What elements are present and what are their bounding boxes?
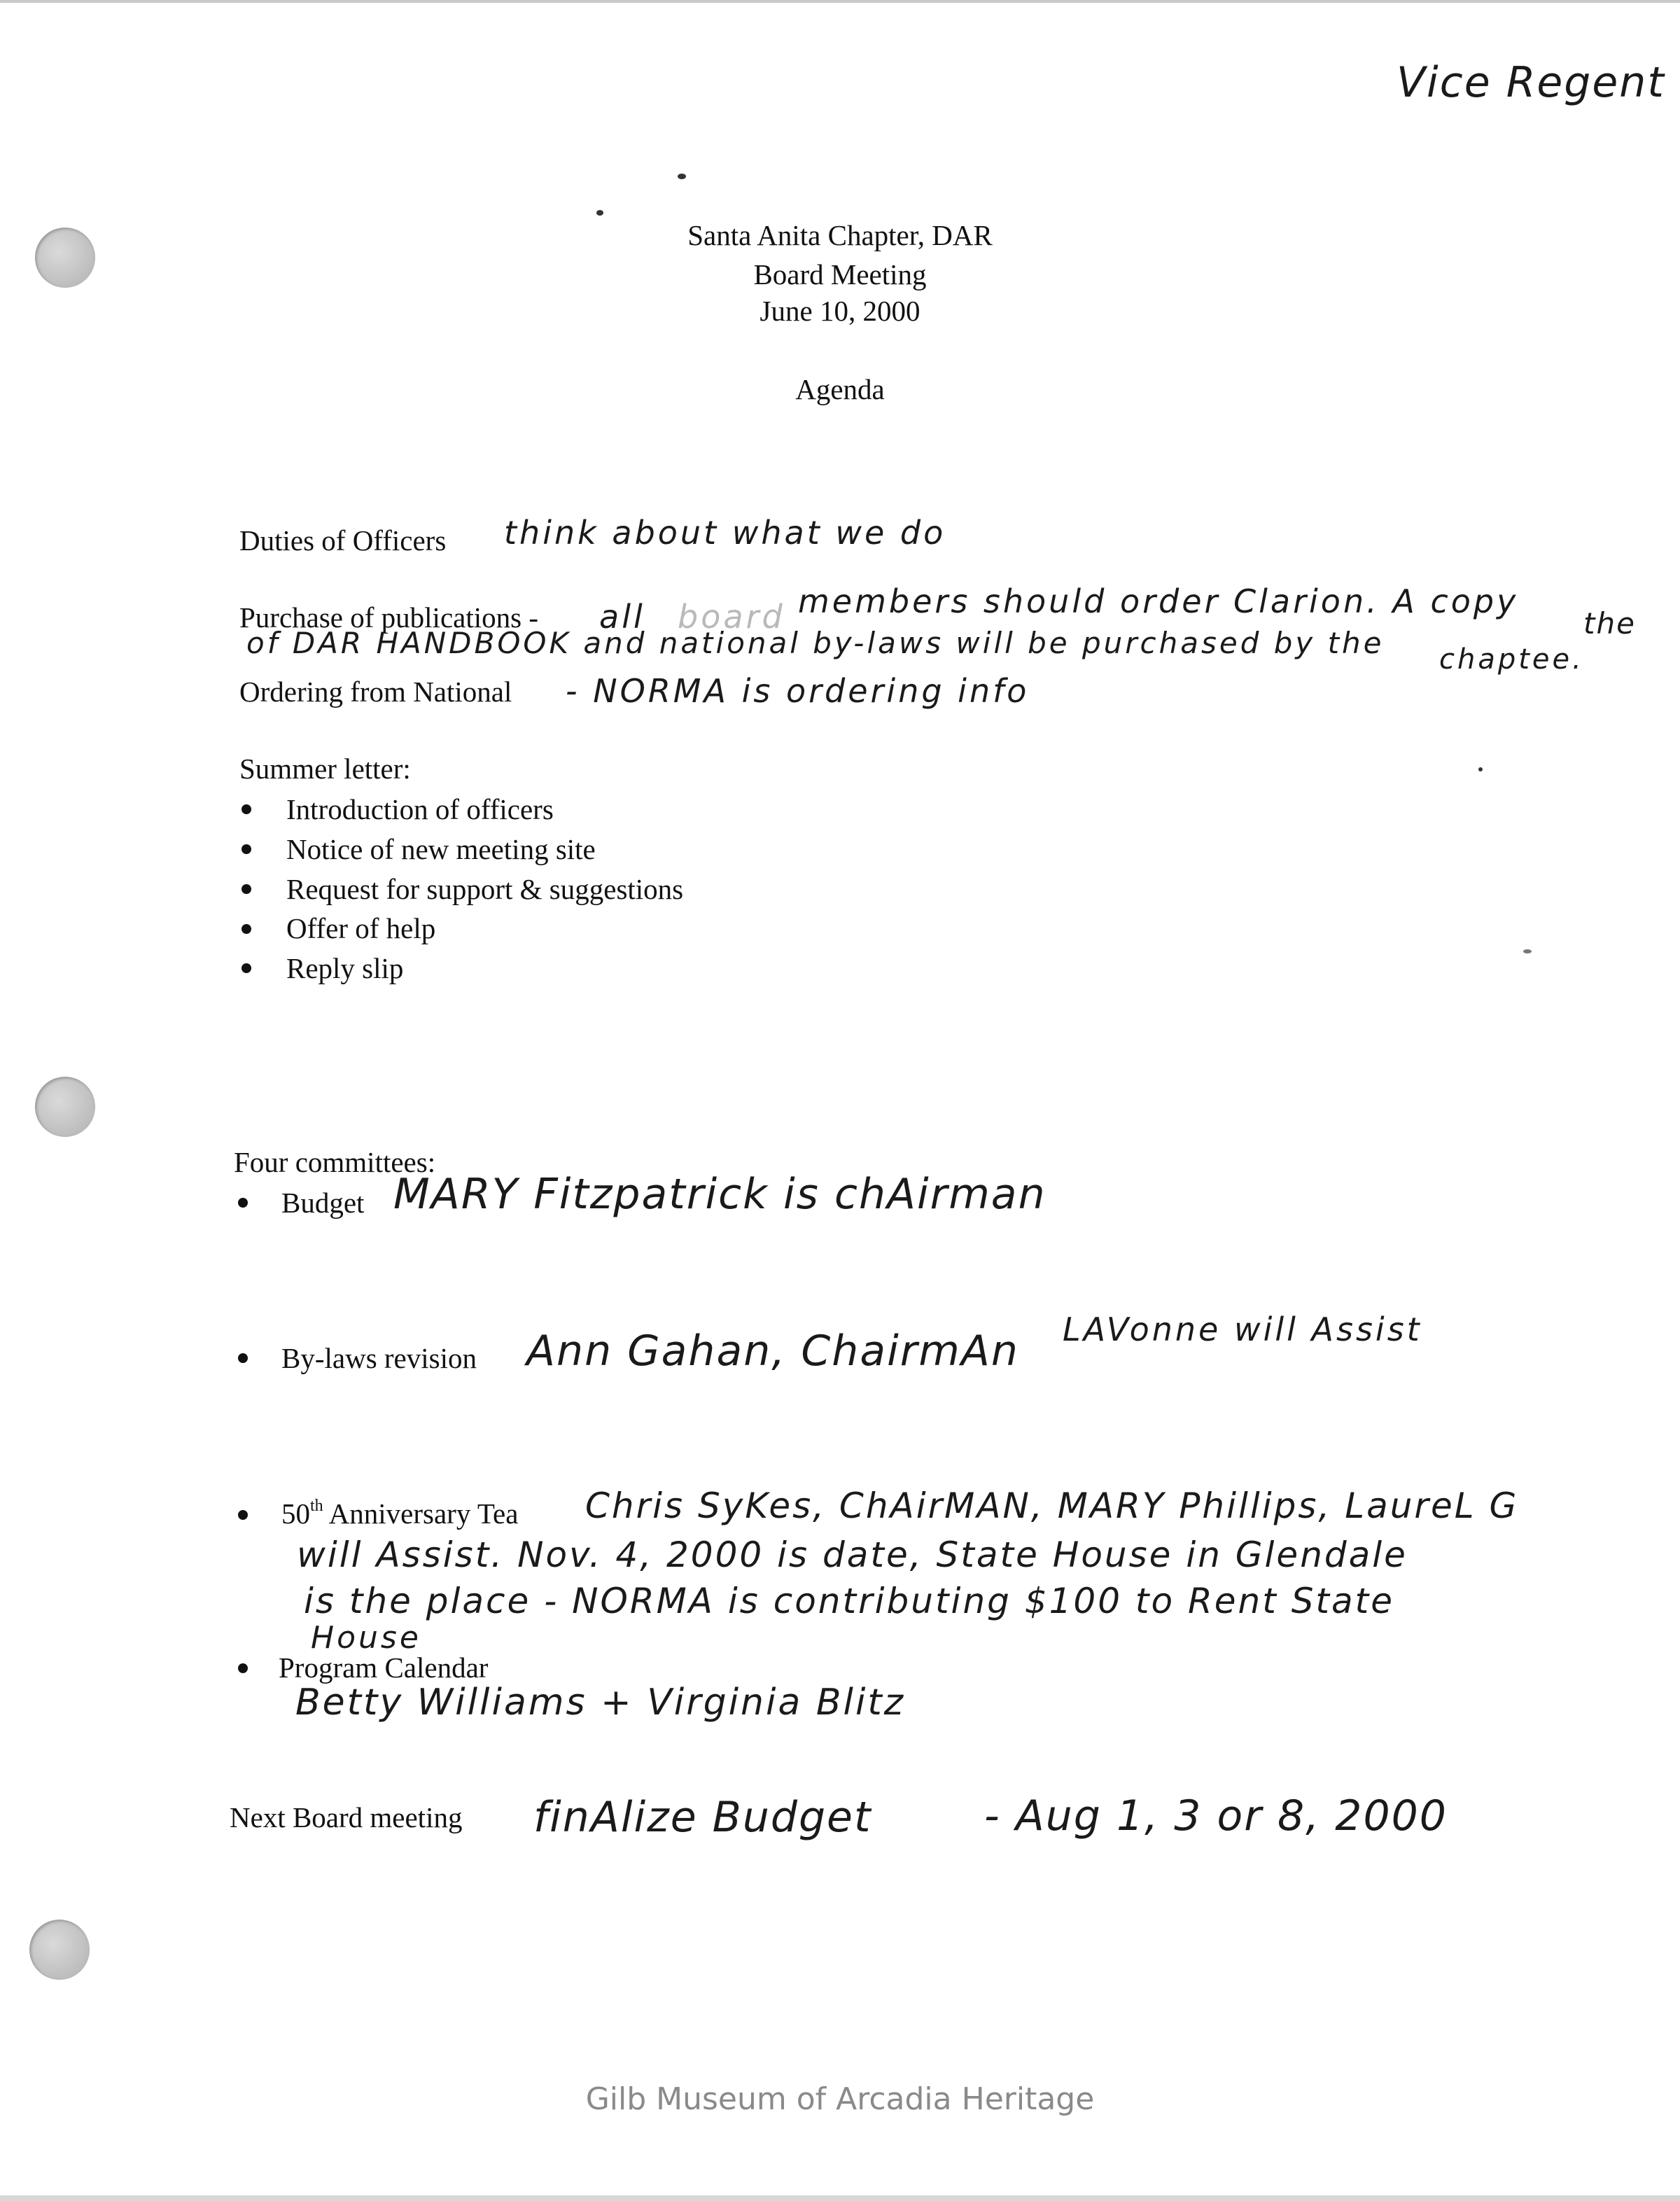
item-publications-note-board: board bbox=[678, 598, 785, 636]
doc-date: June 10, 2000 bbox=[760, 295, 920, 327]
item-committees-label: Four committees: bbox=[234, 1146, 436, 1178]
item-publications-note-line1: members should order Clarion. A copy bbox=[798, 582, 1519, 620]
committee-tea-label-text: Anniversary Tea bbox=[323, 1497, 519, 1530]
scan-speck bbox=[596, 210, 603, 216]
committee-tea-note-line1: Chris SyKes, ChAirMAN, MARY Phillips, LaureL G bbox=[585, 1486, 1519, 1526]
summer-bullet-item: Request for support & suggestions bbox=[286, 873, 684, 905]
scan-speck bbox=[678, 174, 686, 179]
item-publications-note-line3: chaptee. bbox=[1439, 643, 1584, 676]
committee-program-note: Betty Williams + Virginia Blitz bbox=[295, 1682, 906, 1724]
summer-bullet-item: Reply slip bbox=[286, 952, 404, 984]
doc-meeting-title: Board Meeting bbox=[753, 258, 927, 291]
punch-hole-middle bbox=[35, 1077, 95, 1137]
scan-top-edge bbox=[0, 0, 1680, 3]
committee-tea-label-number: 50 bbox=[281, 1497, 310, 1530]
doc-org-title: Santa Anita Chapter, DAR bbox=[687, 219, 993, 251]
item-national-note: - NORMA is ordering info bbox=[566, 672, 1030, 710]
bullet-dot bbox=[241, 924, 251, 934]
bullet-dot bbox=[238, 1663, 248, 1673]
committee-bylaws-label: By-laws revision bbox=[281, 1342, 477, 1374]
bullet-dot bbox=[238, 1353, 248, 1363]
bullet-dot bbox=[241, 844, 251, 854]
committee-budget-label: Budget bbox=[281, 1187, 365, 1219]
margin-note-vice-regent: Vice Regent bbox=[1396, 58, 1665, 107]
committee-budget-note: MARY Fitzpatrick is chAirman bbox=[393, 1170, 1046, 1219]
punch-hole-bottom bbox=[29, 1920, 90, 1980]
item-next-meeting-note-dates: - Aug 1, 3 or 8, 2000 bbox=[984, 1791, 1448, 1840]
summer-bullet-item: Introduction of officers bbox=[286, 793, 554, 825]
item-publications-note-line2: of DAR HANDBOOK and national by-laws will be purchased by the bbox=[246, 626, 1385, 660]
committee-bylaws-note-assist: LAVonne will Assist bbox=[1063, 1311, 1422, 1348]
item-summer-label: Summer letter: bbox=[239, 753, 411, 785]
summer-bullet-item: Notice of new meeting site bbox=[286, 833, 596, 865]
bullet-dot bbox=[238, 1510, 248, 1520]
agenda-heading: Agenda bbox=[795, 373, 885, 405]
committee-tea-label-ordinal: th bbox=[310, 1497, 323, 1515]
item-duties-label: Duties of Officers bbox=[239, 524, 447, 557]
scan-speck bbox=[1523, 949, 1532, 953]
bullet-dot bbox=[241, 804, 251, 814]
item-duties-note: think about what we do bbox=[504, 514, 946, 552]
item-publications-note-side: the bbox=[1583, 606, 1636, 641]
museum-watermark: Gilb Museum of Arcadia Heritage bbox=[585, 2081, 1095, 2117]
item-publications-label: Purchase of publications - bbox=[239, 601, 538, 634]
summer-bullet-item: Offer of help bbox=[286, 912, 436, 944]
bullet-dot bbox=[241, 884, 251, 894]
committee-tea-note-line2: will Assist. Nov. 4, 2000 is date, State House in Glendale bbox=[297, 1535, 1408, 1575]
committee-tea-label bbox=[281, 1497, 519, 1530]
committee-tea-note-line4: House bbox=[311, 1620, 421, 1656]
item-publications-note-all: all bbox=[599, 598, 645, 636]
item-national-label: Ordering from National bbox=[239, 676, 512, 708]
bullet-dot bbox=[238, 1198, 248, 1208]
committee-tea-note-line3: is the place - NORMA is contributing $100 to Rent State bbox=[304, 1581, 1395, 1621]
item-next-meeting-note-budget: finAlize Budget bbox=[533, 1793, 872, 1842]
scan-bottom-edge bbox=[0, 2195, 1680, 2201]
committee-bylaws-note-chair: Ann Gahan, ChairmAn bbox=[526, 1327, 1019, 1376]
item-next-meeting-label: Next Board meeting bbox=[230, 1801, 463, 1833]
bullet-dot bbox=[241, 963, 251, 973]
scan-speck bbox=[1478, 767, 1483, 771]
committee-program-label: Program Calendar bbox=[279, 1651, 489, 1684]
